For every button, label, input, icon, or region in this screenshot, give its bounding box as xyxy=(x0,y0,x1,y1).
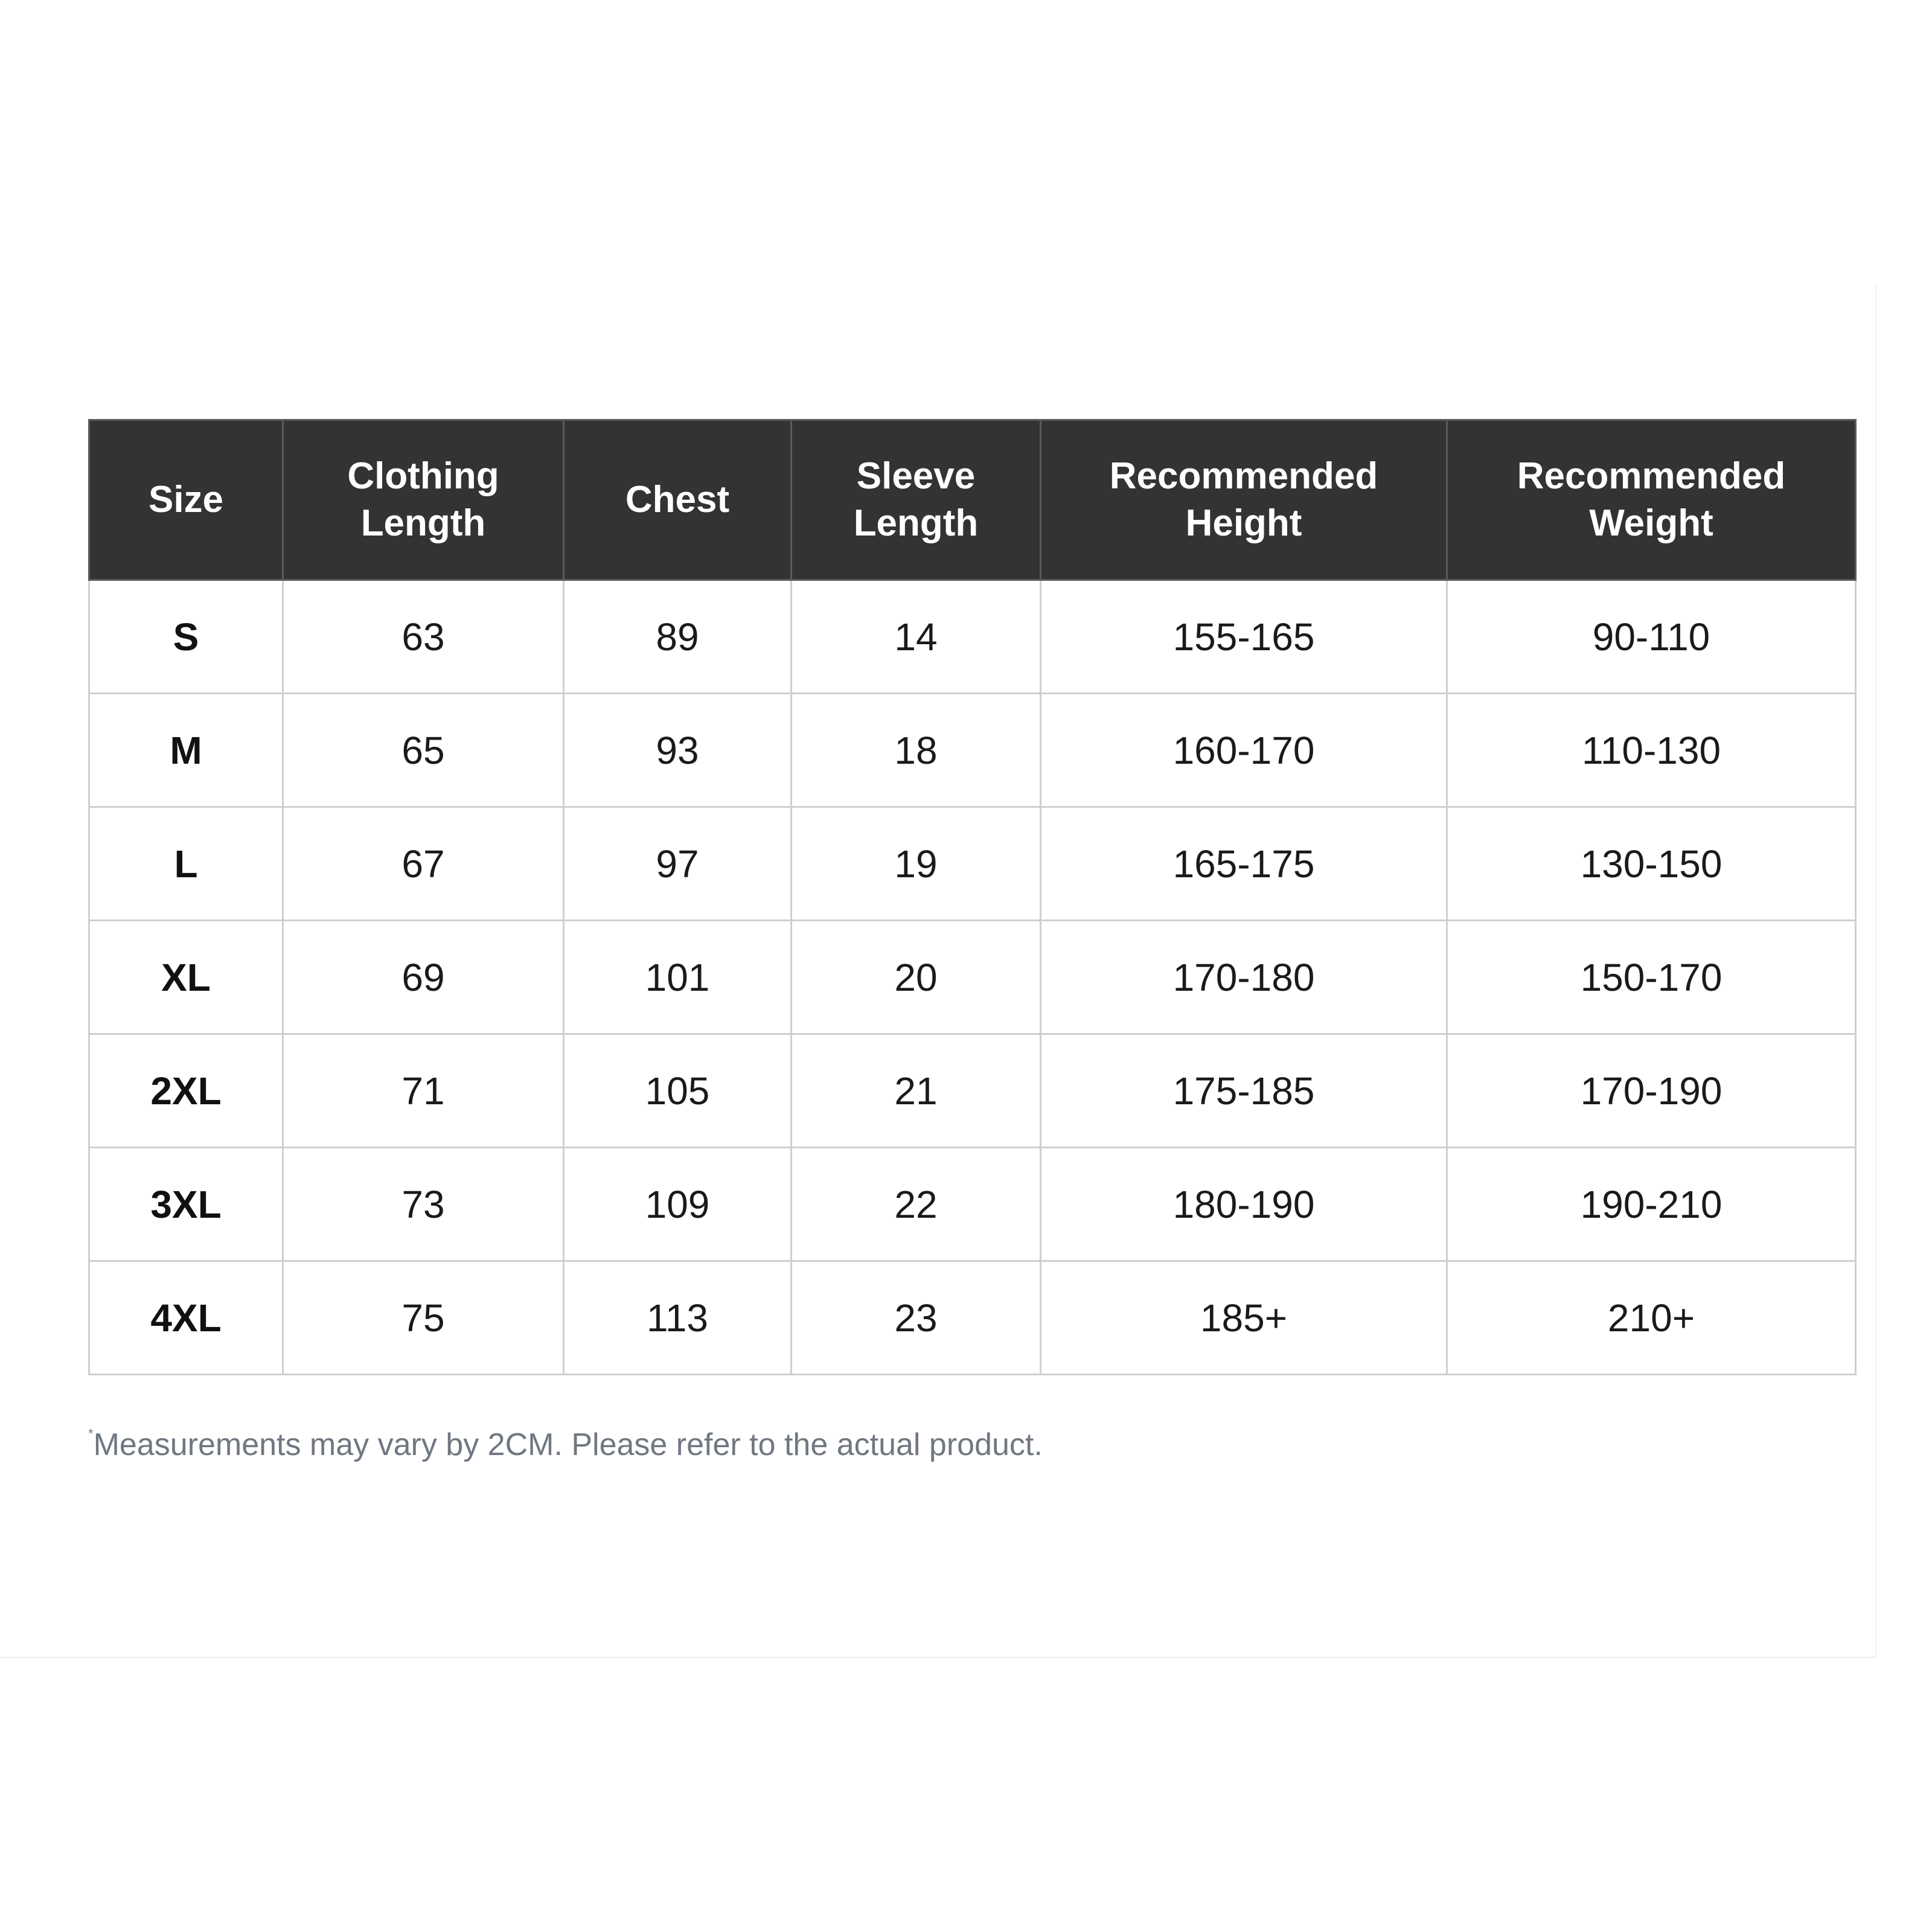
table-body xyxy=(89,580,1856,1375)
header-size-label: Size xyxy=(148,479,224,520)
header-chest xyxy=(564,420,792,580)
recommended-weight-cell: 130-150 xyxy=(1447,807,1856,921)
size-cell: XL xyxy=(89,921,283,1034)
chest-cell: 93 xyxy=(564,694,792,807)
header-recommended-weight-line1: Recommended xyxy=(1517,455,1786,497)
sleeve-length-cell: 20 xyxy=(792,921,1041,1034)
sleeve-length-cell: 22 xyxy=(792,1148,1041,1261)
clothing-length-cell: 65 xyxy=(283,694,564,807)
chest-cell: 89 xyxy=(564,580,792,694)
footnote xyxy=(88,1426,1043,1463)
recommended-height-cell: 175-185 xyxy=(1041,1034,1447,1148)
sleeve-length-cell: 23 xyxy=(792,1261,1041,1375)
table-row xyxy=(89,580,1856,694)
recommended-height-cell: 155-165 xyxy=(1041,580,1447,694)
recommended-weight-cell: 190-210 xyxy=(1447,1148,1856,1261)
panel-edge-right xyxy=(1875,284,1876,1658)
size-chart-table xyxy=(88,419,1857,1375)
recommended-height-cell: 160-170 xyxy=(1041,694,1447,807)
table-row xyxy=(89,807,1856,921)
chest-cell: 101 xyxy=(564,921,792,1034)
sleeve-length-cell: 19 xyxy=(792,807,1041,921)
header-clothing-length-line1: Clothing xyxy=(347,455,499,497)
header-recommended-height-line1: Recommended xyxy=(1109,455,1378,497)
table-header xyxy=(89,420,1856,580)
clothing-length-cell: 73 xyxy=(283,1148,564,1261)
table-row xyxy=(89,921,1856,1034)
size-cell: 4XL xyxy=(89,1261,283,1375)
clothing-length-cell: 71 xyxy=(283,1034,564,1148)
header-chest-label: Chest xyxy=(625,479,730,520)
header-size xyxy=(89,420,283,580)
recommended-height-cell: 185+ xyxy=(1041,1261,1447,1375)
header-recommended-height-line2: Height xyxy=(1185,502,1302,544)
header-recommended-weight-line2: Weight xyxy=(1589,502,1713,544)
size-cell: M xyxy=(89,694,283,807)
footnote-asterisk: * xyxy=(88,1426,94,1441)
sleeve-length-cell: 18 xyxy=(792,694,1041,807)
chest-cell: 109 xyxy=(564,1148,792,1261)
recommended-height-cell: 180-190 xyxy=(1041,1148,1447,1261)
recommended-weight-cell: 150-170 xyxy=(1447,921,1856,1034)
chest-cell: 97 xyxy=(564,807,792,921)
chest-cell: 105 xyxy=(564,1034,792,1148)
recommended-height-cell: 165-175 xyxy=(1041,807,1447,921)
header-recommended-weight xyxy=(1447,420,1856,580)
header-sleeve-length xyxy=(792,420,1041,580)
clothing-length-cell: 69 xyxy=(283,921,564,1034)
size-cell: 2XL xyxy=(89,1034,283,1148)
table-row xyxy=(89,1261,1856,1375)
clothing-length-cell: 67 xyxy=(283,807,564,921)
header-recommended-height xyxy=(1041,420,1447,580)
size-cell: 3XL xyxy=(89,1148,283,1261)
recommended-weight-cell: 90-110 xyxy=(1447,580,1856,694)
recommended-height-cell: 170-180 xyxy=(1041,921,1447,1034)
table-row xyxy=(89,1148,1856,1261)
chest-cell: 113 xyxy=(564,1261,792,1375)
clothing-length-cell: 63 xyxy=(283,580,564,694)
header-clothing-length xyxy=(283,420,564,580)
recommended-weight-cell: 210+ xyxy=(1447,1261,1856,1375)
recommended-weight-cell: 170-190 xyxy=(1447,1034,1856,1148)
size-cell: L xyxy=(89,807,283,921)
panel-edge-bottom xyxy=(0,1657,1876,1658)
size-cell: S xyxy=(89,580,283,694)
sleeve-length-cell: 21 xyxy=(792,1034,1041,1148)
header-sleeve-length-line1: Sleeve xyxy=(856,455,976,497)
header-sleeve-length-line2: Length xyxy=(853,502,979,544)
footnote-text: Measurements may vary by 2CM. Please refer to the actual product. xyxy=(93,1427,1043,1462)
table-row xyxy=(89,694,1856,807)
sleeve-length-cell: 14 xyxy=(792,580,1041,694)
table-row xyxy=(89,1034,1856,1148)
clothing-length-cell: 75 xyxy=(283,1261,564,1375)
recommended-weight-cell: 110-130 xyxy=(1447,694,1856,807)
header-row xyxy=(89,420,1856,580)
header-clothing-length-line2: Length xyxy=(360,502,486,544)
